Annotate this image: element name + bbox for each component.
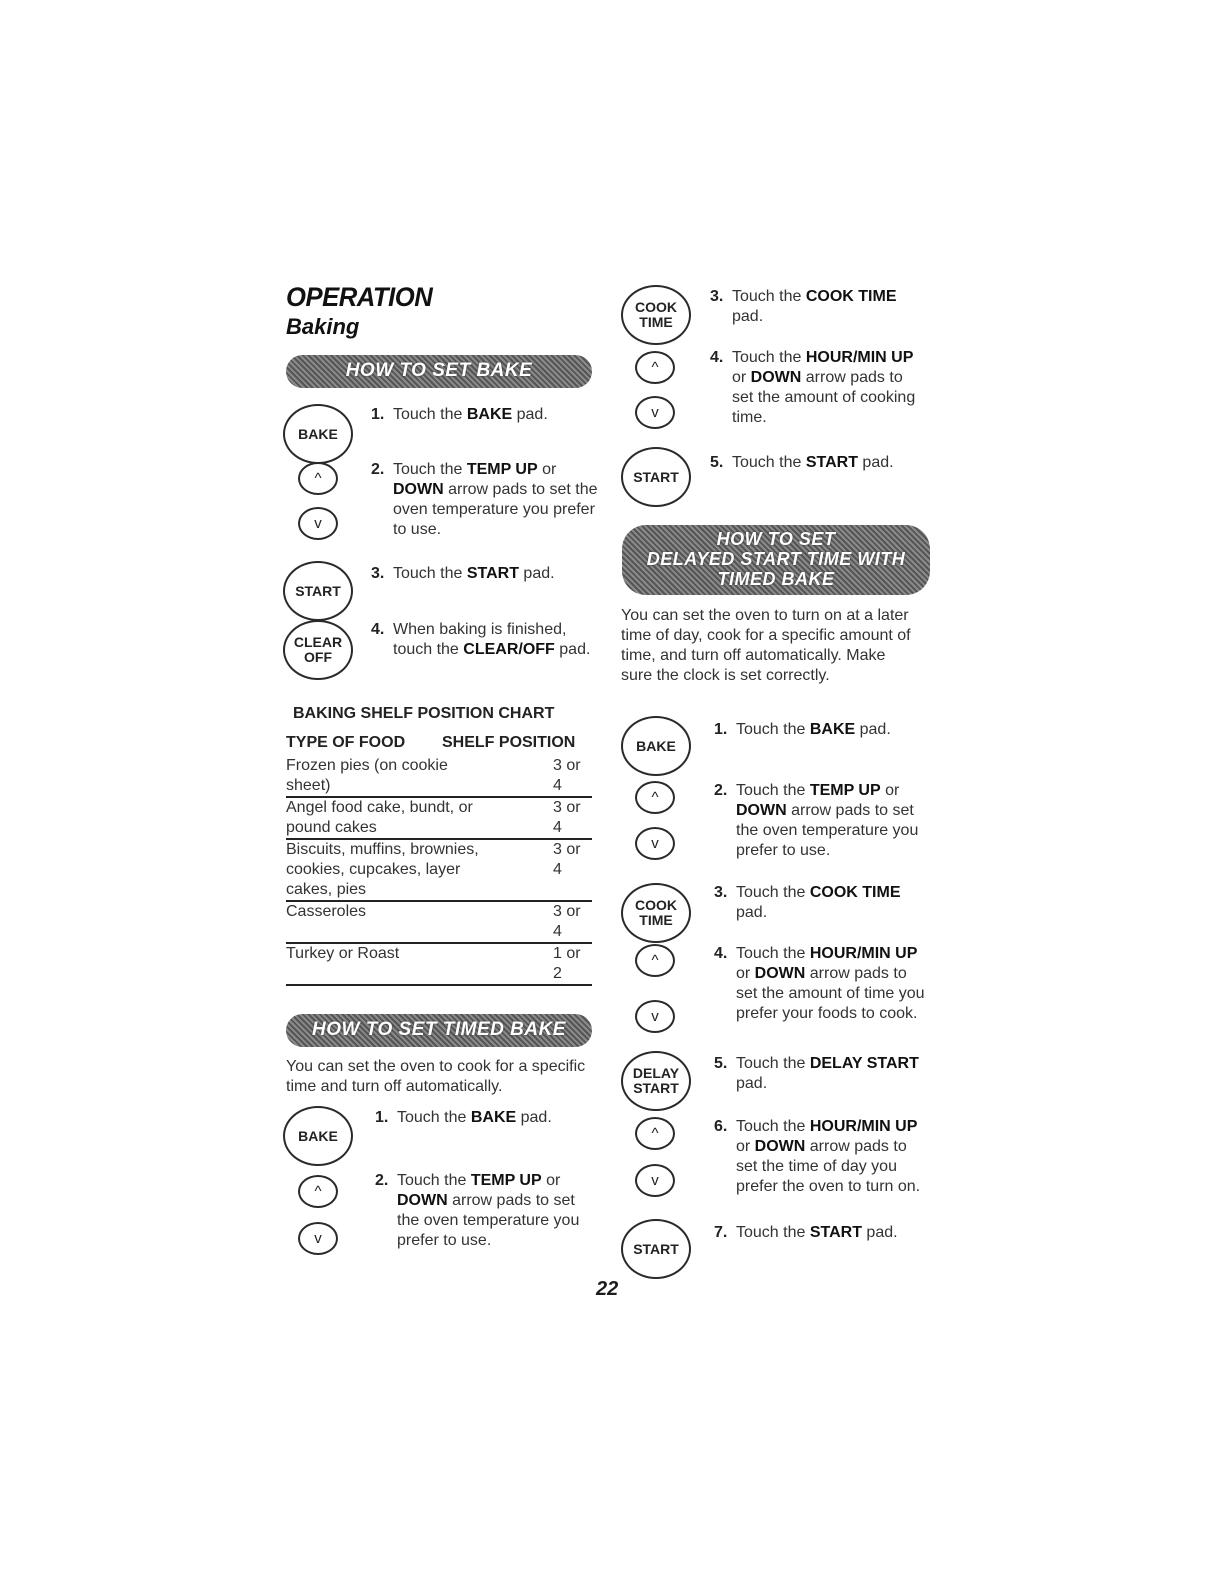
position-cell: 3 or 4 — [549, 839, 592, 901]
cook-time-pad-icon: COOK TIME — [621, 883, 691, 943]
timed-bake-step-4: 4. Touch the HOUR/MIN UP or DOWN arrow pads to set the amount of cooking time. — [710, 349, 916, 426]
timed-bake-step-2: 2. Touch the TEMP UP or DOWN arrow pads to set the oven temperature you prefer to use. — [375, 1172, 580, 1249]
delayed-intro: You can set the oven to turn on at a later time of day, cook for a specific amount of time, and turn off automatically. Make sure the clock is set correctly. — [621, 607, 911, 684]
delayed-step-5: 5. Touch the DELAY START pad. — [714, 1055, 919, 1092]
hour-min-up-icon: ^ — [635, 944, 675, 977]
delayed-step-1: 1. Touch the BAKE pad. — [714, 721, 891, 738]
table-row — [286, 901, 592, 943]
table-row — [286, 839, 592, 901]
delayed-step-7: 7. Touch the START pad. — [714, 1224, 898, 1241]
position-cell: 1 or 2 — [549, 943, 592, 985]
clear-off-pad-icon: CLEAR OFF — [283, 620, 353, 680]
set-bake-step-4: 4. When baking is finished, touch the CLEAR/OFF pad. — [371, 621, 591, 658]
bake-pad-icon: BAKE — [283, 1106, 353, 1166]
timed-bake-step-5: 5. Touch the START pad. — [710, 454, 894, 471]
banner-delayed-line1: HOW TO SET — [716, 529, 836, 550]
banner-delayed-line2: DELAYED START TIME WITH — [646, 549, 906, 570]
delayed-step-4: 4. Touch the HOUR/MIN UP or DOWN arrow pads to set the amount of time you prefer your foods to cook. — [714, 945, 925, 1022]
food-cell: Frozen pies (on cookie sheet) — [286, 756, 549, 797]
delayed-step-3: 3. Touch the COOK TIME pad. — [714, 884, 901, 921]
banner-delayed-line3: TIMED BAKE — [717, 568, 835, 589]
banner-timed-bake-text: HOW TO SET TIMED BAKE — [312, 1019, 566, 1041]
position-cell: 3 or 4 — [549, 756, 592, 797]
temp-up-icon: ^ — [298, 1175, 338, 1208]
col-position: SHELF POSITION — [442, 734, 576, 751]
shelf-chart-title: BAKING SHELF POSITION CHART — [293, 705, 555, 722]
hour-min-up-icon: ^ — [635, 1117, 675, 1150]
bake-pad-icon: BAKE — [621, 716, 691, 776]
col-food: TYPE OF FOOD — [286, 734, 406, 751]
shelf-chart-table — [286, 756, 592, 986]
banner-set-bake — [286, 355, 592, 388]
delayed-step-6: 6. Touch the HOUR/MIN UP or DOWN arrow pads to set the time of day you prefer the oven to turn on. — [714, 1118, 921, 1195]
temp-down-icon: v — [298, 507, 338, 540]
hour-min-down-icon: v — [635, 396, 675, 429]
bake-pad-icon: BAKE — [283, 404, 353, 464]
food-cell: Turkey or Roast — [286, 943, 549, 985]
table-row — [286, 797, 592, 839]
set-bake-step-2: 2. Touch the TEMP UP or DOWN arrow pads to set the oven temperature you prefer to use. — [371, 461, 598, 538]
start-pad-icon: START — [621, 1219, 691, 1279]
position-cell: 3 or 4 — [549, 797, 592, 839]
hour-min-down-icon: v — [635, 1164, 675, 1197]
banner-timed-bake — [286, 1014, 592, 1047]
start-pad-icon: START — [283, 561, 353, 621]
hour-min-down-icon: v — [635, 1000, 675, 1033]
cook-time-pad-icon: COOK TIME — [621, 285, 691, 345]
start-pad-icon: START — [621, 447, 691, 507]
food-cell: Casseroles — [286, 901, 549, 943]
banner-delayed-start — [622, 525, 930, 595]
subsection-title: Baking — [286, 314, 360, 339]
set-bake-step-3: 3. Touch the START pad. — [371, 565, 555, 582]
food-cell: Angel food cake, bundt, or pound cakes — [286, 797, 549, 839]
delay-start-pad-icon: DELAY START — [621, 1051, 691, 1111]
section-title: OPERATION — [286, 282, 433, 312]
temp-up-icon: ^ — [635, 781, 675, 814]
timed-bake-step-1: 1. Touch the BAKE pad. — [375, 1109, 552, 1126]
timed-bake-step-3: 3. Touch the COOK TIME pad. — [710, 288, 897, 325]
temp-up-icon: ^ — [298, 462, 338, 495]
hour-min-up-icon: ^ — [635, 351, 675, 384]
timed-bake-intro: You can set the oven to cook for a specific time and turn off automatically. — [286, 1058, 586, 1095]
food-cell: Biscuits, muffins, brownies, cookies, cupcakes, layer cakes, pies — [286, 839, 549, 901]
page-number: 22 — [596, 1278, 619, 1300]
set-bake-step-1: 1. Touch the BAKE pad. — [371, 406, 548, 423]
banner-set-bake-text: HOW TO SET BAKE — [345, 360, 533, 382]
temp-down-icon: v — [635, 827, 675, 860]
table-row — [286, 756, 592, 797]
temp-down-icon: v — [298, 1222, 338, 1255]
delayed-step-2: 2. Touch the TEMP UP or DOWN arrow pads to set the oven temperature you prefer to use. — [714, 782, 919, 859]
position-cell: 3 or 4 — [549, 901, 592, 943]
table-row — [286, 943, 592, 985]
